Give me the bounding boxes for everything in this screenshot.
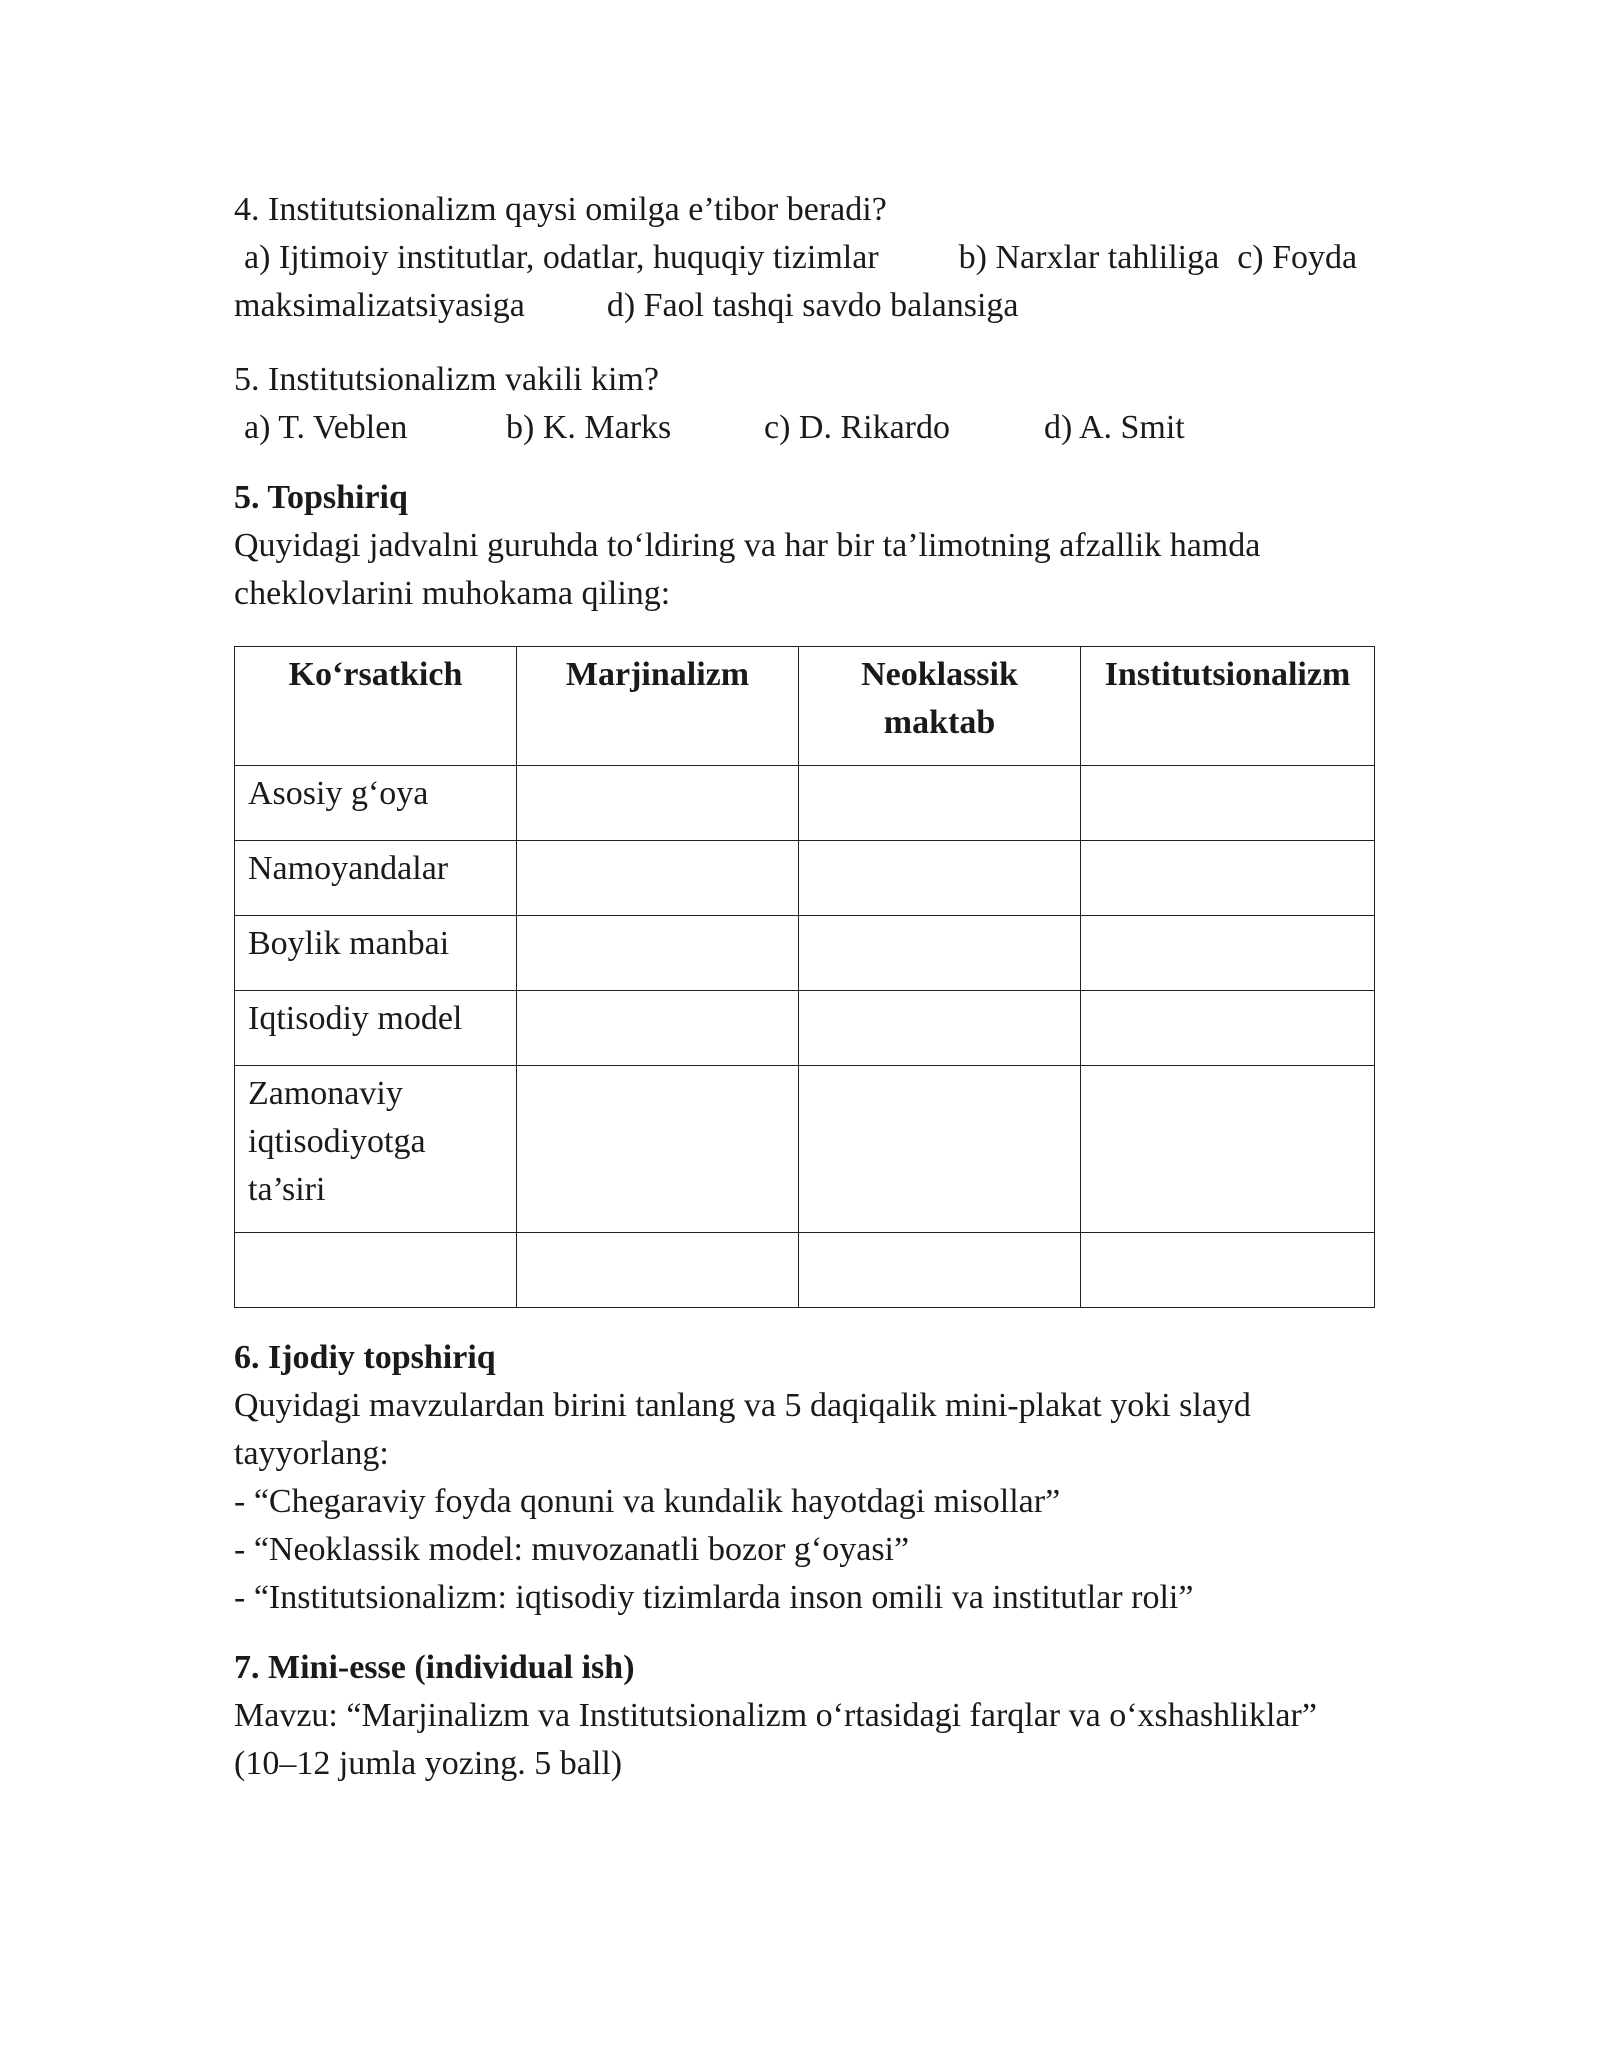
task-6-topic-1: - “Chegaraviy foyda qonuni va kundalik hayotdagi misollar” [234, 1483, 1061, 1520]
table-row [235, 916, 1375, 991]
question-4-option-b: b) Narxlar tahliliga [958, 239, 1220, 276]
question-5-option-c: c) D. Rikardo [764, 409, 951, 446]
table-row [235, 841, 1375, 916]
question-4 [234, 186, 1460, 330]
task-6 [234, 1334, 1460, 1622]
row-label-modern-impact-line2: iqtisodiyotga [248, 1123, 426, 1160]
question-5-options [234, 404, 1460, 452]
header-institutsionalizm: Institutsionalizm [1081, 647, 1375, 766]
task-7-heading: 7. Mini-esse (individual ish) [234, 1649, 635, 1686]
question-5 [234, 356, 1460, 452]
table-cell[interactable] [235, 1233, 517, 1308]
header-indicator: Ko‘rsatkich [235, 647, 517, 766]
header-neoklassik-line2: maktab [883, 704, 996, 741]
table-cell[interactable] [1081, 841, 1375, 916]
table-cell[interactable] [1081, 1233, 1375, 1308]
table-cell[interactable] [517, 1066, 799, 1233]
question-5-text: 5. Institutsionalizm vakili kim? [234, 361, 659, 398]
table-row-empty [235, 1233, 1375, 1308]
row-label-modern-impact-line1: Zamonaviy [248, 1075, 403, 1112]
table-cell[interactable] [1081, 766, 1375, 841]
document-page [234, 186, 1460, 1788]
question-4-options-row2 [234, 282, 1460, 330]
question-4-option-c: c) Foyda [1237, 239, 1358, 276]
row-label-main-idea: Asosiy g‘oya [235, 766, 517, 841]
table-cell[interactable] [517, 766, 799, 841]
question-4-text: 4. Institutsionalizm qaysi omilga e’tibor beradi? [234, 191, 887, 228]
table-cell[interactable] [517, 916, 799, 991]
comparison-table [234, 646, 1375, 1308]
task-6-instruction-line1: Quyidagi mavzulardan birini tanlang va 5 daqiqalik mini-plakat yoki slayd [234, 1387, 1251, 1424]
table-row [235, 766, 1375, 841]
question-4-options-row1 [234, 234, 1460, 282]
question-5-option-d: d) A. Smit [1044, 409, 1185, 446]
task-5-instruction-line2: cheklovlarini muhokama qiling: [234, 575, 671, 612]
task-6-topic-3: - “Institutsionalizm: iqtisodiy tizimlarda inson omili va institutlar roli” [234, 1579, 1194, 1616]
table-cell[interactable] [1081, 991, 1375, 1066]
table-cell[interactable] [799, 991, 1081, 1066]
question-4-option-c-cont: maksimalizatsiyasiga [234, 287, 525, 324]
task-7-requirement: (10–12 jumla yozing. 5 ball) [234, 1745, 623, 1782]
table-cell[interactable] [1081, 1066, 1375, 1233]
question-5-option-b: b) K. Marks [506, 409, 672, 446]
question-5-option-a: a) T. Veblen [244, 409, 408, 446]
row-label-modern-impact [235, 1066, 517, 1233]
table-cell[interactable] [1081, 916, 1375, 991]
question-4-option-a: a) Ijtimoiy institutlar, odatlar, huquqiy tizimlar [244, 239, 879, 276]
task-7-topic: Mavzu: “Marjinalizm va Institutsionalizm o‘rtasidagi farqlar va o‘xshashliklar” [234, 1697, 1317, 1734]
table-cell[interactable] [799, 1233, 1081, 1308]
task-5-instruction-line1: Quyidagi jadvalni guruhda to‘ldiring va har bir ta’limotning afzallik hamda [234, 527, 1261, 564]
header-neoklassik-line1: Neoklassik [861, 656, 1018, 693]
row-label-representatives: Namoyandalar [235, 841, 517, 916]
task-5 [234, 474, 1460, 618]
row-label-wealth-source: Boylik manbai [235, 916, 517, 991]
table-cell[interactable] [517, 1233, 799, 1308]
task-6-topic-2: - “Neoklassik model: muvozanatli bozor g‘oyasi” [234, 1531, 910, 1568]
table-cell[interactable] [517, 991, 799, 1066]
table-cell[interactable] [799, 766, 1081, 841]
table-row [235, 991, 1375, 1066]
table-header-row [235, 647, 1375, 766]
row-label-modern-impact-line3: ta’siri [248, 1171, 326, 1208]
table-cell[interactable] [799, 916, 1081, 991]
task-5-heading: 5. Topshiriq [234, 479, 408, 516]
row-label-economic-model: Iqtisodiy model [235, 991, 517, 1066]
task-7 [234, 1644, 1460, 1788]
table-cell[interactable] [799, 1066, 1081, 1233]
table-cell[interactable] [517, 841, 799, 916]
task-6-instruction-line2: tayyorlang: [234, 1435, 389, 1472]
question-4-option-d: d) Faol tashqi savdo balansiga [606, 287, 1019, 324]
task-6-heading: 6. Ijodiy topshiriq [234, 1339, 496, 1376]
header-marjinalizm: Marjinalizm [517, 647, 799, 766]
table-row [235, 1066, 1375, 1233]
header-neoklassik [799, 647, 1081, 766]
table-cell[interactable] [799, 841, 1081, 916]
